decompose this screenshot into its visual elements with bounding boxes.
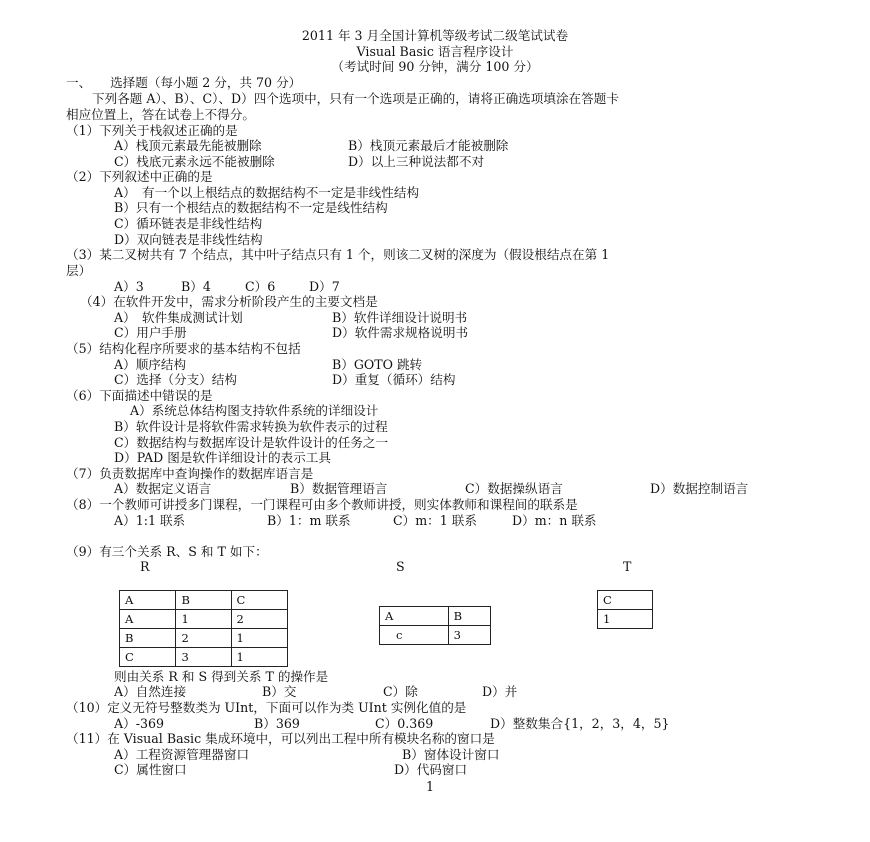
- relation-t-label: T: [623, 559, 632, 574]
- question-1-stem: （1）下列关于栈叙述正确的是: [66, 123, 238, 138]
- table-cell: B: [448, 607, 490, 626]
- q10-option-b: B）369: [254, 716, 300, 731]
- q2-option-b: B）只有一个根结点的数据结构不一定是线性结构: [114, 200, 388, 215]
- q5-option-c: C）选择（分支）结构: [114, 372, 237, 387]
- table-row: [380, 626, 491, 645]
- q5-option-d: D）重复（循环）结构: [332, 372, 456, 387]
- table-cell: C: [598, 591, 653, 610]
- question-5-stem: （5）结构化程序所要求的基本结构不包括: [66, 341, 301, 356]
- q5-option-a: A）顺序结构: [114, 357, 187, 372]
- q3-option-a: A）3: [114, 279, 144, 294]
- q6-option-d: D）PAD 图是软件详细设计的表示工具: [114, 450, 331, 465]
- q11-option-a: A）工程资源管理器窗口: [114, 747, 250, 762]
- q10-option-c: C）0.369: [375, 716, 434, 731]
- page-subtitle: Visual Basic 语言程序设计: [356, 44, 514, 59]
- question-9-follow-up: 则由关系 R 和 S 得到关系 T 的操作是: [114, 669, 329, 684]
- question-8-stem: （8）一个教师可讲授多门课程，一门课程可由多个教师讲授，则实体教师和课程间的联系是: [66, 497, 578, 512]
- q4-option-d: D）软件需求规格说明书: [332, 325, 469, 340]
- table-row: [120, 629, 288, 648]
- question-4-stem: （4）在软件开发中，需求分析阶段产生的主要文档是: [80, 294, 378, 309]
- q1-option-a: A）栈顶元素最先能被删除: [114, 138, 262, 153]
- table-cell: C: [231, 591, 287, 610]
- q9-option-b: B）交: [262, 684, 297, 699]
- question-6-stem: （6）下面描述中错误的是: [66, 388, 213, 403]
- table-cell: 1: [231, 648, 287, 667]
- relation-s-label: S: [396, 559, 405, 574]
- q10-option-d: D）整数集合{1，2，3，4，5}: [490, 716, 670, 731]
- q8-option-a: A）1:1 联系: [114, 513, 186, 528]
- table-cell: A: [120, 591, 176, 610]
- instructions-line-2: 相应位置上，答在试卷上不得分。: [66, 107, 255, 122]
- page-title: 2011 年 3 月全国计算机等级考试二级笔试试卷: [301, 28, 569, 43]
- q3-option-d: D）7: [309, 279, 340, 294]
- q11-option-d: D）代码窗口: [394, 762, 468, 777]
- question-7-stem: （7）负责数据库中查询操作的数据库语言是: [66, 466, 314, 481]
- table-cell: A: [380, 607, 449, 626]
- q6-option-c: C）数据结构与数据库设计是软件设计的任务之一: [114, 435, 389, 450]
- q7-option-c: C）数据操纵语言: [465, 481, 563, 496]
- relation-s-table: [379, 606, 491, 645]
- q4-option-c: C）用户手册: [114, 325, 187, 340]
- question-9-stem: （9）有三个关系 R、S 和 T 如下：: [66, 544, 268, 559]
- table-row: [380, 607, 491, 626]
- table-row: [120, 610, 288, 629]
- table-row: [120, 648, 288, 667]
- q2-option-a: A） 有一个以上根结点的数据结构不一定是非线性结构: [114, 185, 420, 200]
- q11-option-b: B）窗体设计窗口: [402, 747, 500, 762]
- table-cell: C: [120, 648, 176, 667]
- table-cell: 1: [598, 610, 653, 629]
- table-cell: 2: [176, 629, 231, 648]
- q6-option-b: B）软件设计是将软件需求转换为软件表示的过程: [114, 419, 388, 434]
- q4-option-a: A） 软件集成测试计划: [114, 310, 243, 325]
- q2-option-d: D）双向链表是非线性结构: [114, 232, 263, 247]
- exam-info: （考试时间 90 分钟，满分 100 分）: [331, 59, 539, 74]
- relation-r-table: [119, 590, 288, 667]
- q8-option-c: C）m：1 联系: [393, 513, 477, 528]
- question-11-stem: （11）在 Visual Basic 集成环境中，可以列出工程中所有模块名称的窗口是: [66, 731, 495, 746]
- question-2-stem: （2）下列叙述中正确的是: [66, 169, 213, 184]
- q3-option-c: C）6: [245, 279, 276, 294]
- q1-option-b: B）栈顶元素最后才能被删除: [348, 138, 509, 153]
- table-row: [120, 591, 288, 610]
- question-3-stem-line-1: （3）某二叉树共有 7 个结点，其中叶子结点只有 1 个，则该二叉树的深度为（假设根结点在第 1: [66, 247, 610, 262]
- section-heading: 一、 选择题（每小题 2 分，共 70 分）: [66, 75, 302, 90]
- q9-option-a: A）自然连接: [114, 684, 187, 699]
- q7-option-b: B）数据管理语言: [290, 481, 388, 496]
- q4-option-b: B）软件详细设计说明书: [332, 310, 468, 325]
- page-number: 1: [426, 779, 435, 794]
- table-cell: A: [120, 610, 176, 629]
- q1-option-c: C）栈底元素永远不能被删除: [114, 154, 275, 169]
- table-cell: 3: [448, 626, 490, 645]
- relation-t-table: [597, 590, 653, 629]
- question-3-stem-line-2: 层）: [66, 263, 92, 278]
- q5-option-b: B）GOTO 跳转: [332, 357, 423, 372]
- table-cell: B: [176, 591, 231, 610]
- q2-option-c: C）循环链表是非线性结构: [114, 216, 263, 231]
- q9-option-d: D）并: [482, 684, 518, 699]
- q10-option-a: A）-369: [114, 716, 164, 731]
- table-cell: B: [120, 629, 176, 648]
- instructions-line-1: 下列各题 A）、B）、C）、D）四个选项中，只有一个选项是正确的，请将正确选项填涂在答题卡: [92, 91, 619, 106]
- q3-option-b: B）4: [181, 279, 211, 294]
- q9-option-c: C）除: [383, 684, 418, 699]
- q7-option-d: D）数据控制语言: [650, 481, 749, 496]
- table-row: [598, 591, 653, 610]
- q7-option-a: A）数据定义语言: [114, 481, 212, 496]
- table-cell: c: [380, 626, 449, 645]
- table-cell: 1: [176, 610, 231, 629]
- q6-option-a: A）系统总体结构图支持软件系统的详细设计: [130, 403, 379, 418]
- q11-option-c: C）属性窗口: [114, 762, 187, 777]
- table-cell: 1: [231, 629, 287, 648]
- relation-r-label: R: [140, 559, 150, 574]
- q8-option-b: B）1：m 联系: [267, 513, 351, 528]
- table-cell: 3: [176, 648, 231, 667]
- table-cell: 2: [231, 610, 287, 629]
- q1-option-d: D）以上三种说法都不对: [348, 154, 485, 169]
- q8-option-d: D）m：n 联系: [512, 513, 597, 528]
- question-10-stem: （10）定义无符号整数类为 UInt，下面可以作为类 UInt 实例化值的是: [66, 700, 467, 715]
- table-row: [598, 610, 653, 629]
